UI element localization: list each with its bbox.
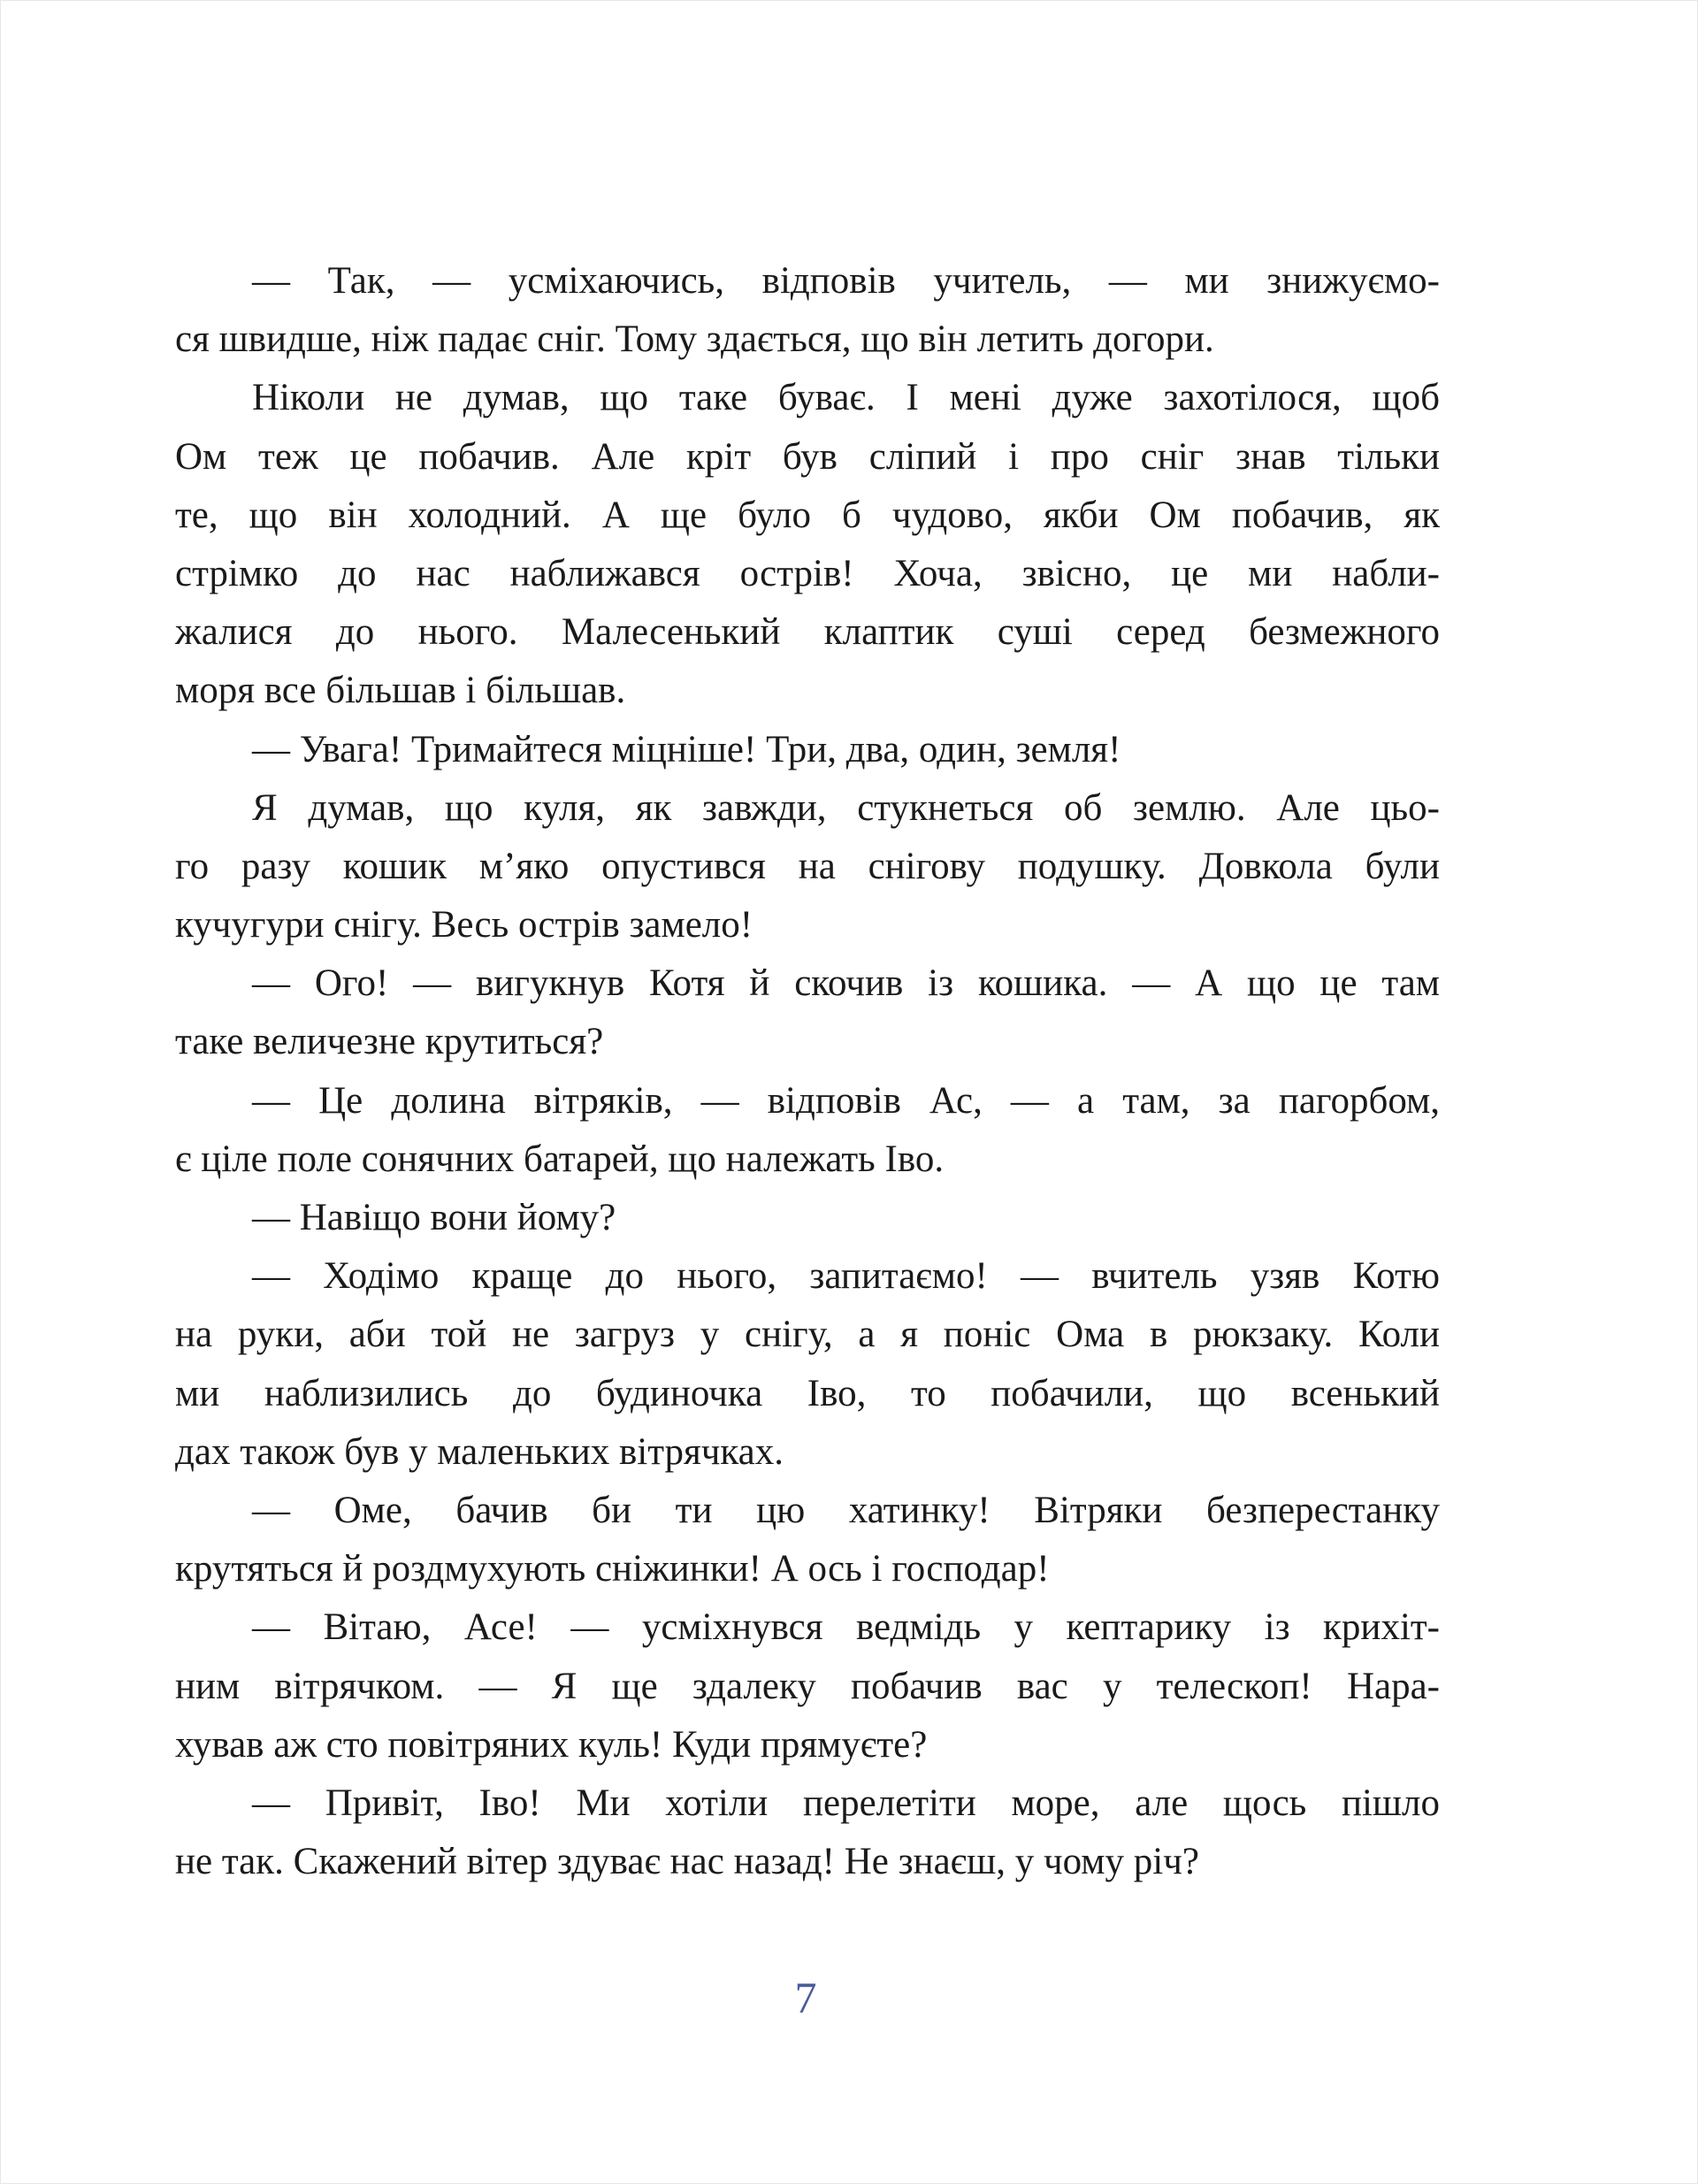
text-line: є ціле поле сонячних батарей, що належать Іво. — [175, 1138, 945, 1180]
text-line: моря все більшав і більшав. — [175, 670, 626, 712]
text-line: кучугури снігу. Весь острів замело! — [175, 904, 753, 946]
text-line: стрімко до нас наближався острів! Хоча, звісно, це ми набли- — [175, 552, 1440, 594]
page-number: 7 — [794, 1973, 817, 2022]
text-line: Ніколи не думав, що таке буває. І мені дуже захотілося, щоб — [252, 377, 1440, 419]
text-line: Ом теж це побачив. Але кріт був сліпий і про сніг знав тільки — [175, 435, 1440, 478]
text-line: — Увага! Тримайтеся міцніше! Три, два, один, земля! — [252, 728, 1121, 770]
text-line: — Це долина вітряків, — відповів Ас, — а там, за пагорбом, — [252, 1079, 1440, 1122]
text-line: ним вітрячком. — Я ще здалеку побачив вас у телескоп! Нара- — [175, 1665, 1440, 1707]
text-line: — Навіщо вони йому? — [252, 1197, 616, 1238]
body-text — [175, 252, 1440, 1891]
text-line: на руки, аби той не загруз у снігу, а я поніс Ома в рюкзаку. Коли — [175, 1314, 1440, 1356]
text-line: го разу кошик м’яко опустився на снігову подушку. Довкола були — [175, 845, 1440, 887]
text-line: таке величезне крутиться? — [175, 1021, 604, 1063]
text-line: — Привіт, Іво! Ми хотіли перелетіти море, але щось пішло — [252, 1782, 1440, 1824]
text-line: Я думав, що куля, як завжди, стукнеться об землю. Але цьо- — [252, 786, 1440, 829]
text-line: — Оме, бачив би ти цю хатинку! Вітряки безперестанку — [252, 1489, 1440, 1531]
text-line: дах також був у маленьких вітрячках. — [175, 1430, 784, 1473]
text-line: — Вітаю, Асе! — усміхнувся ведмідь у кептарику із крихіт- — [252, 1606, 1440, 1649]
text-line: — Так, — усміхаючись, відповів учитель, — ми знижуємо- — [252, 260, 1440, 302]
text-line: те, що він холодний. А ще було б чудово, якби Ом побачив, як — [175, 494, 1440, 536]
text-line: не так. Скажений вітер здуває нас назад! Не знаєш, у чому річ? — [175, 1841, 1199, 1883]
text-line: хував аж сто повітряних куль! Куди прямуєте? — [175, 1723, 928, 1766]
text-line: жалися до нього. Малесенький клаптик суші серед безмежного — [175, 611, 1440, 654]
text-line: — Ходімо краще до нього, запитаємо! — вчитель узяв Котю — [252, 1255, 1440, 1298]
text-line: ся швидше, ніж падає сніг. Тому здається, що він летить догори. — [175, 318, 1214, 361]
text-line: крутяться й роздмухують сніжинки! А ось і господар! — [175, 1548, 1050, 1590]
text-line: — Ого! — вигукнув Котя й скочив із кошика. — А що це там — [252, 962, 1440, 1005]
text-line: ми наблизились до будиночка Іво, то побачили, що всенький — [175, 1372, 1440, 1414]
